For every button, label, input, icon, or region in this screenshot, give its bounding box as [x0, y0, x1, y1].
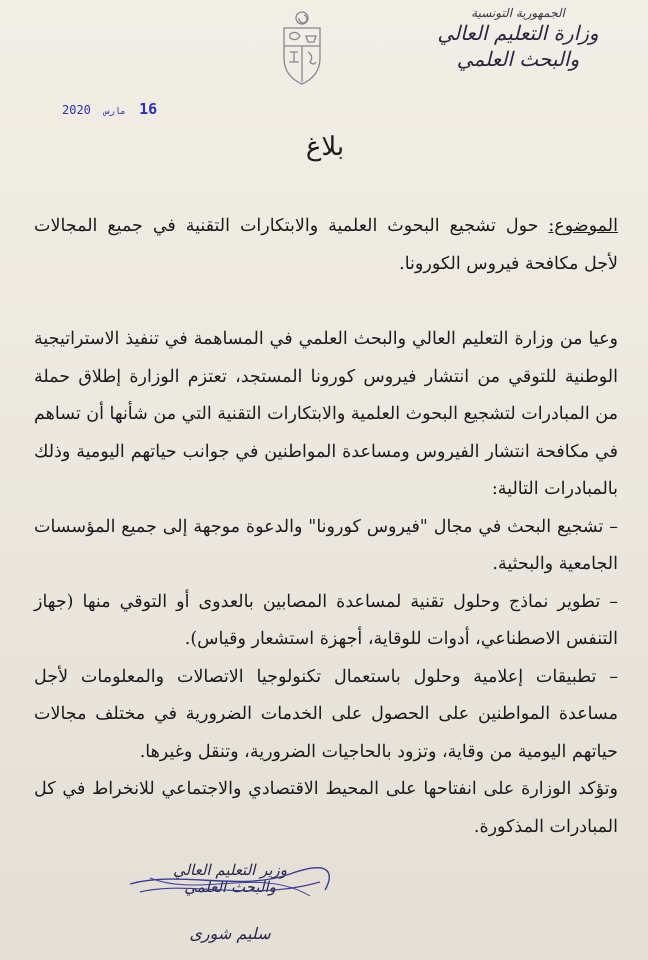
closing-paragraph: وتؤكد الوزارة على انفتاحها على المحيط الاقتصادي والاجتماعي للانخراط في كل المبادرات المذكورة. — [34, 779, 618, 837]
signatory-title-line1: وزير التعليم العالي — [172, 861, 288, 879]
letterhead — [418, 6, 618, 72]
coat-of-arms-icon — [270, 8, 334, 94]
republic-name: الجمهورية التونسية — [471, 6, 565, 20]
handwritten-signature-icon — [120, 862, 340, 952]
subject-paragraph — [34, 208, 618, 283]
ministry-name-line1: وزارة التعليم العالي — [437, 21, 599, 45]
document-body — [34, 208, 618, 846]
date-year: 2020 — [62, 103, 91, 117]
subject-text: حول تشجيع البحوث العلمية والابتكارات التقنية في جميع المجالات لأجل مكافحة فيروس الكورونا. — [34, 216, 618, 274]
document-date — [62, 100, 157, 118]
initiative-item: – تطوير نماذج وحلول تقنية لمساعدة المصابين بالعدوى أو التوقي منها (جهاز التنفس الاصطناعي، أدوات للوقاية، أجهزة استشعار وقياس). — [34, 591, 618, 649]
signature-block — [120, 862, 340, 952]
page-title: بلاغ — [305, 132, 345, 162]
initiative-item: – تطبيقات إعلامية وحلول باستعمال تكنولوجيا الاتصالات والمعلومات لأجل مساعدة المواطنين على الحصول على الخدمات الضرورية في مختلف مجالات حياتهم اليومية من وقاية، وتزود بالحاجيات الضرورية، وتنقل وغيرها. — [34, 666, 618, 762]
signatory-title-line2: والبحث العلمي — [184, 878, 276, 896]
date-day: 16 — [139, 100, 158, 118]
signatory-name: سليم شورى — [189, 924, 271, 943]
date-month: مارس — [104, 107, 126, 117]
subject-label: الموضوع: — [548, 216, 618, 236]
ministry-name-line2: والبحث العلمي — [456, 47, 580, 71]
intro-paragraph: وعيا من وزارة التعليم العالي والبحث العلمي في المساهمة في تنفيذ الاستراتيجية الوطنية للتوقي من انتشار فيروس كورونا المستجد، تعتزم الوزارة إطلاق حملة من المبادرات لتشجيع البحوث العلمية والابتكارات التقنية التي من شأنها أن تساهم في مكافحة انتشار الفيروس ومساعدة المواطنين في جوانب حياتهم اليومية وذلك بالمبادرات التالية: — [34, 329, 618, 499]
initiative-item: – تشجيع البحث في مجال "فيروس كورونا" والدعوة موجهة إلى جميع المؤسسات الجامعية والبحثية. — [34, 516, 618, 574]
